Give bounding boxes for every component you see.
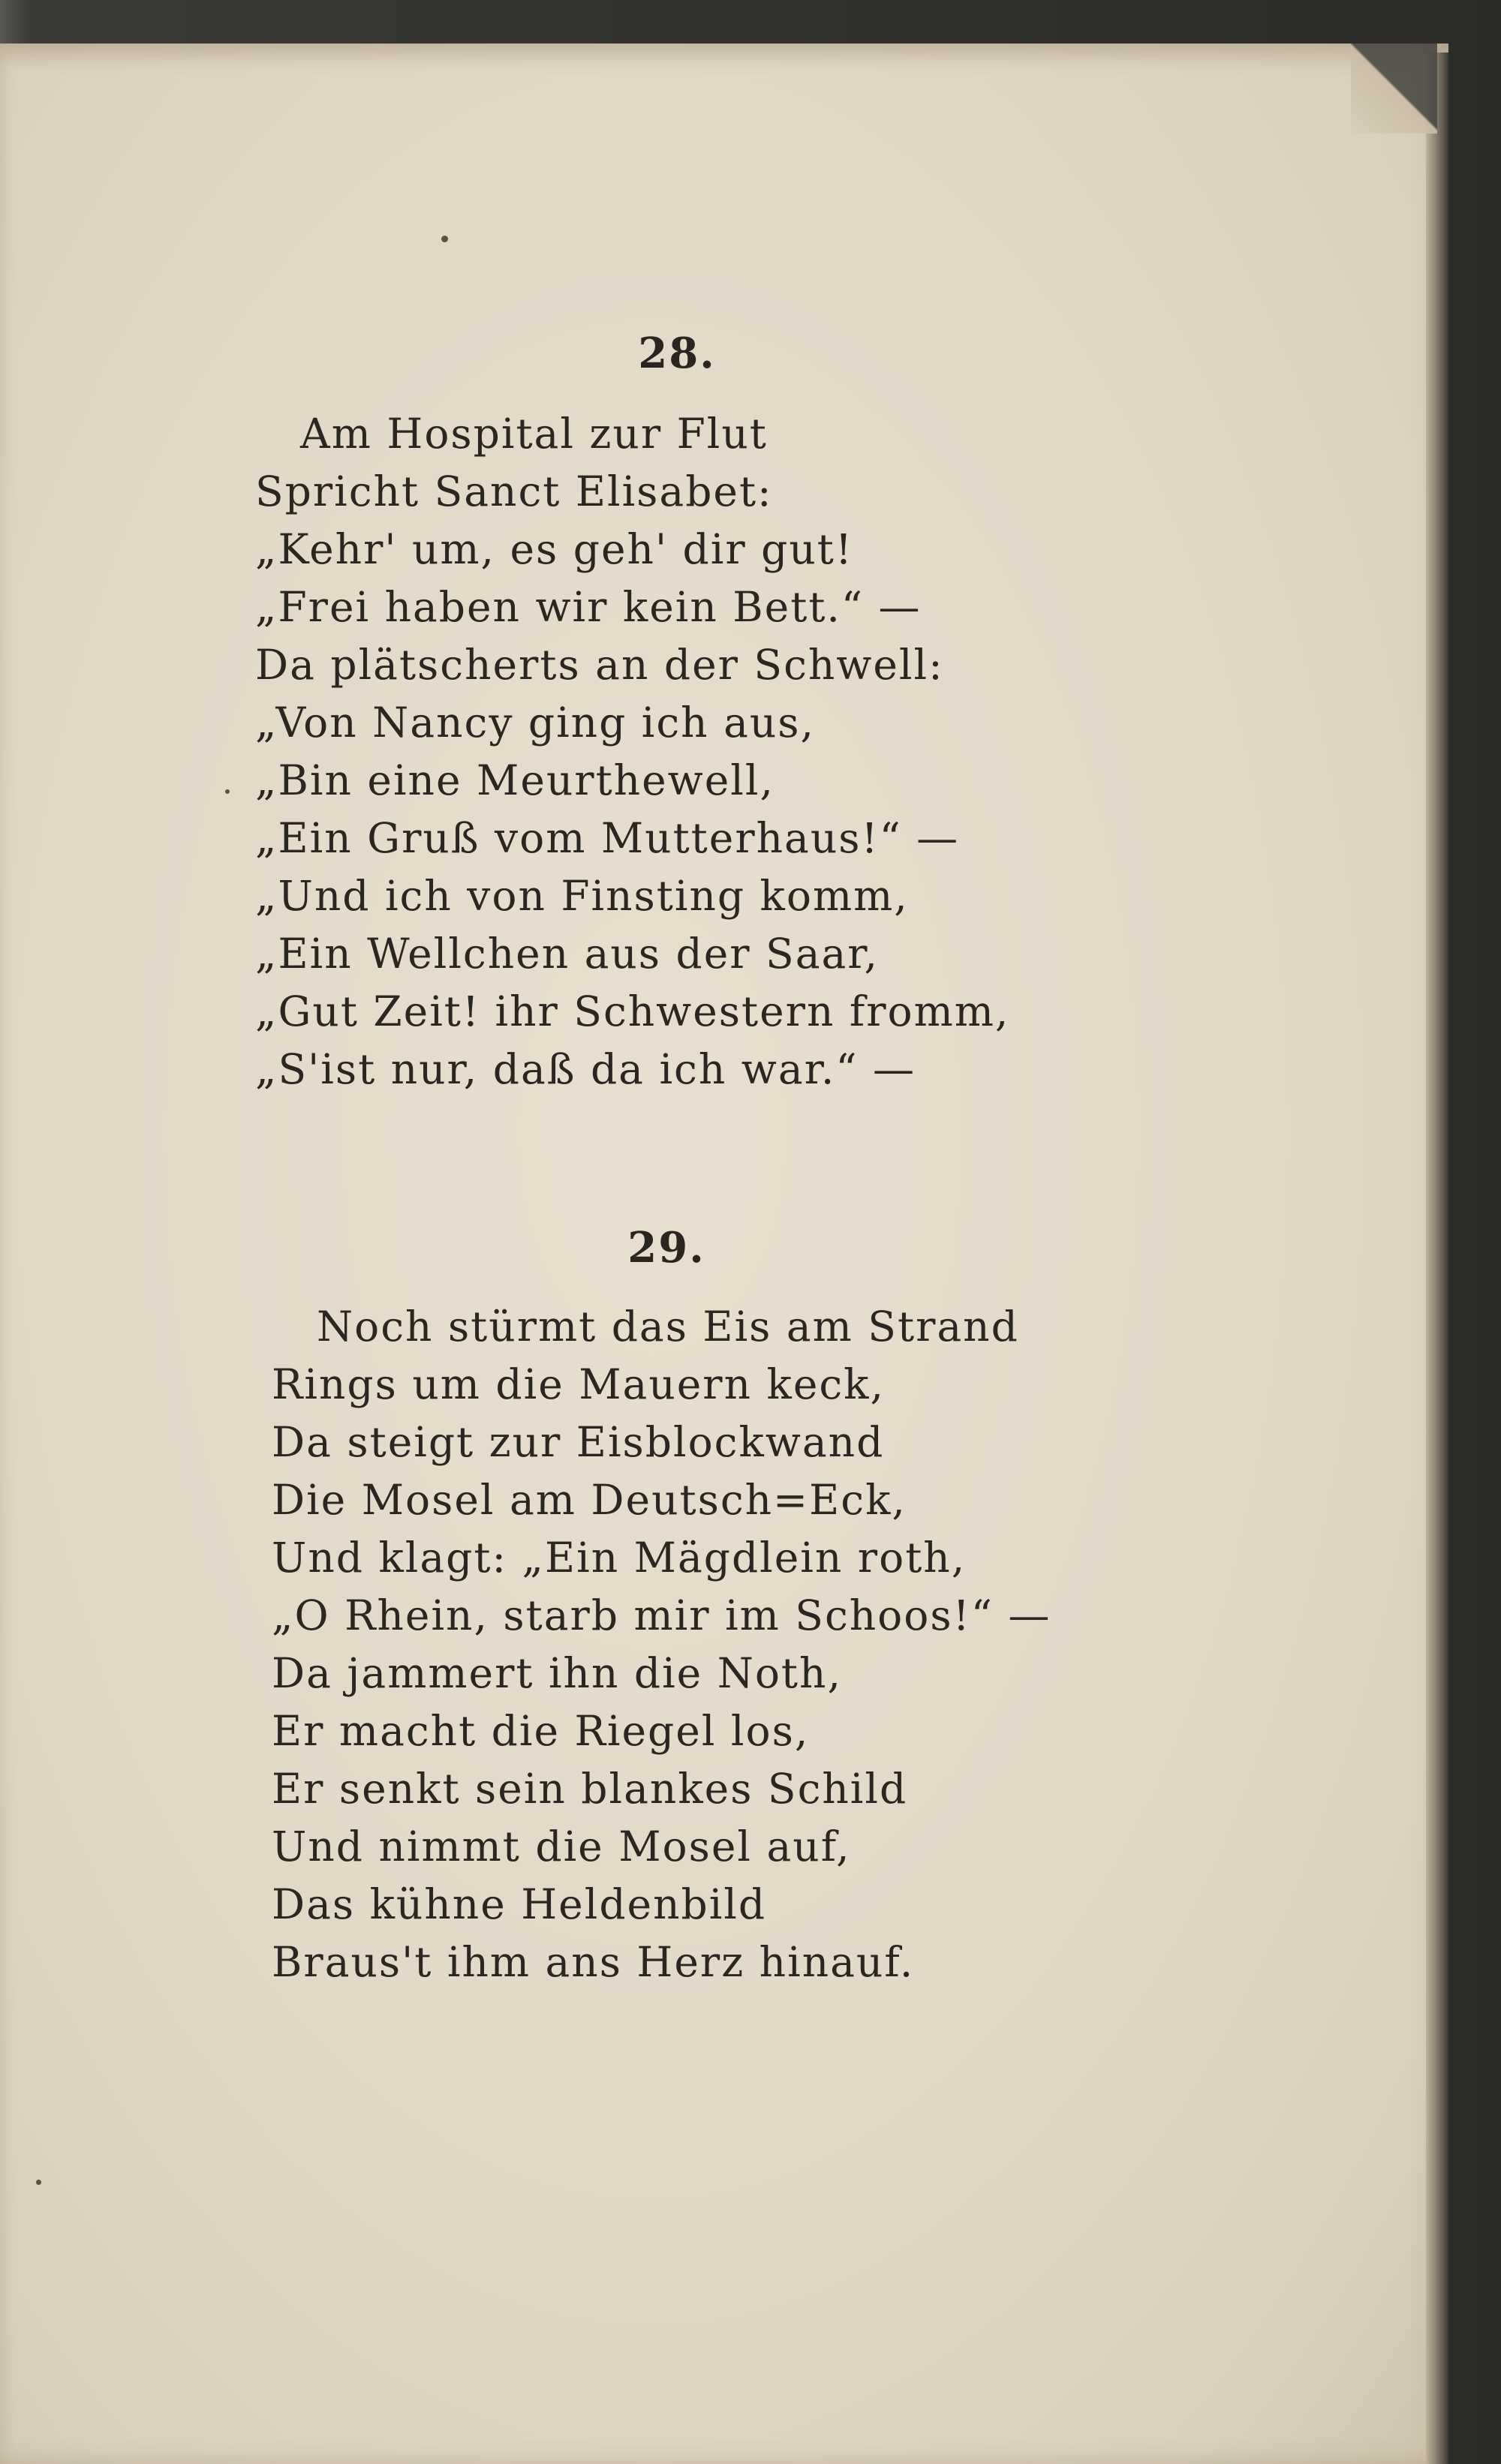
- poem-line: Die Mosel am Deutsch=Eck,: [272, 1476, 907, 1524]
- poem-line: „Ein Gruß vom Mutterhaus!“ —: [255, 814, 960, 862]
- poem-29-stanza: [272, 1298, 1051, 1991]
- poem-line: Rings um die Mauern keck,: [272, 1360, 885, 1408]
- poem-line: Er macht die Riegel los,: [272, 1707, 810, 1755]
- poem-line: Und klagt: „Ein Mägdlein roth,: [272, 1534, 967, 1582]
- poem-number-28: 28.: [638, 329, 716, 378]
- poem-line: „Und ich von Finsting komm,: [255, 872, 909, 920]
- poem-line: „Bin eine Meurthewell,: [255, 756, 775, 804]
- poem-number-29: 29.: [627, 1223, 705, 1273]
- poem-28-stanza: [255, 405, 1009, 1098]
- poem-line: Braus't ihm ans Herz hinauf.: [272, 1938, 915, 1986]
- poem-line: Und nimmt die Mosel auf,: [272, 1822, 851, 1871]
- poem-line: Spricht Sanct Elisabet:: [255, 467, 773, 515]
- folded-corner: [1351, 44, 1437, 134]
- poem-line: Noch stürmt das Eis am Strand: [317, 1303, 1019, 1351]
- poem-line: Er senkt sein blankes Schild: [272, 1765, 908, 1813]
- paper-speck: [441, 236, 448, 242]
- poem-line: „Gut Zeit! ihr Schwestern fromm,: [255, 987, 1010, 1035]
- poem-line: Da plätscherts an der Schwell:: [255, 641, 944, 689]
- page-edge: [1426, 53, 1448, 2464]
- paper-speck: [225, 789, 230, 794]
- poem-line: Da steigt zur Eisblockwand: [272, 1418, 885, 1466]
- paper-speck: [36, 2180, 41, 2185]
- poem-line: „Frei haben wir kein Bett.“ —: [255, 583, 922, 631]
- poem-line: „O Rhein, starb mir im Schoos!“ —: [272, 1591, 1051, 1639]
- poem-line: „Ein Wellchen aus der Saar,: [255, 930, 880, 978]
- poem-line: Am Hospital zur Flut: [300, 410, 768, 458]
- poem-line: Da jammert ihn die Noth,: [272, 1649, 842, 1697]
- poem-line: Das kühne Heldenbild: [272, 1880, 767, 1928]
- poem-line: „S'ist nur, daß da ich war.“ —: [255, 1045, 916, 1093]
- poem-line: „Von Nancy ging ich aus,: [255, 699, 816, 747]
- poem-line: „Kehr' um, es geh' dir gut!: [255, 525, 853, 573]
